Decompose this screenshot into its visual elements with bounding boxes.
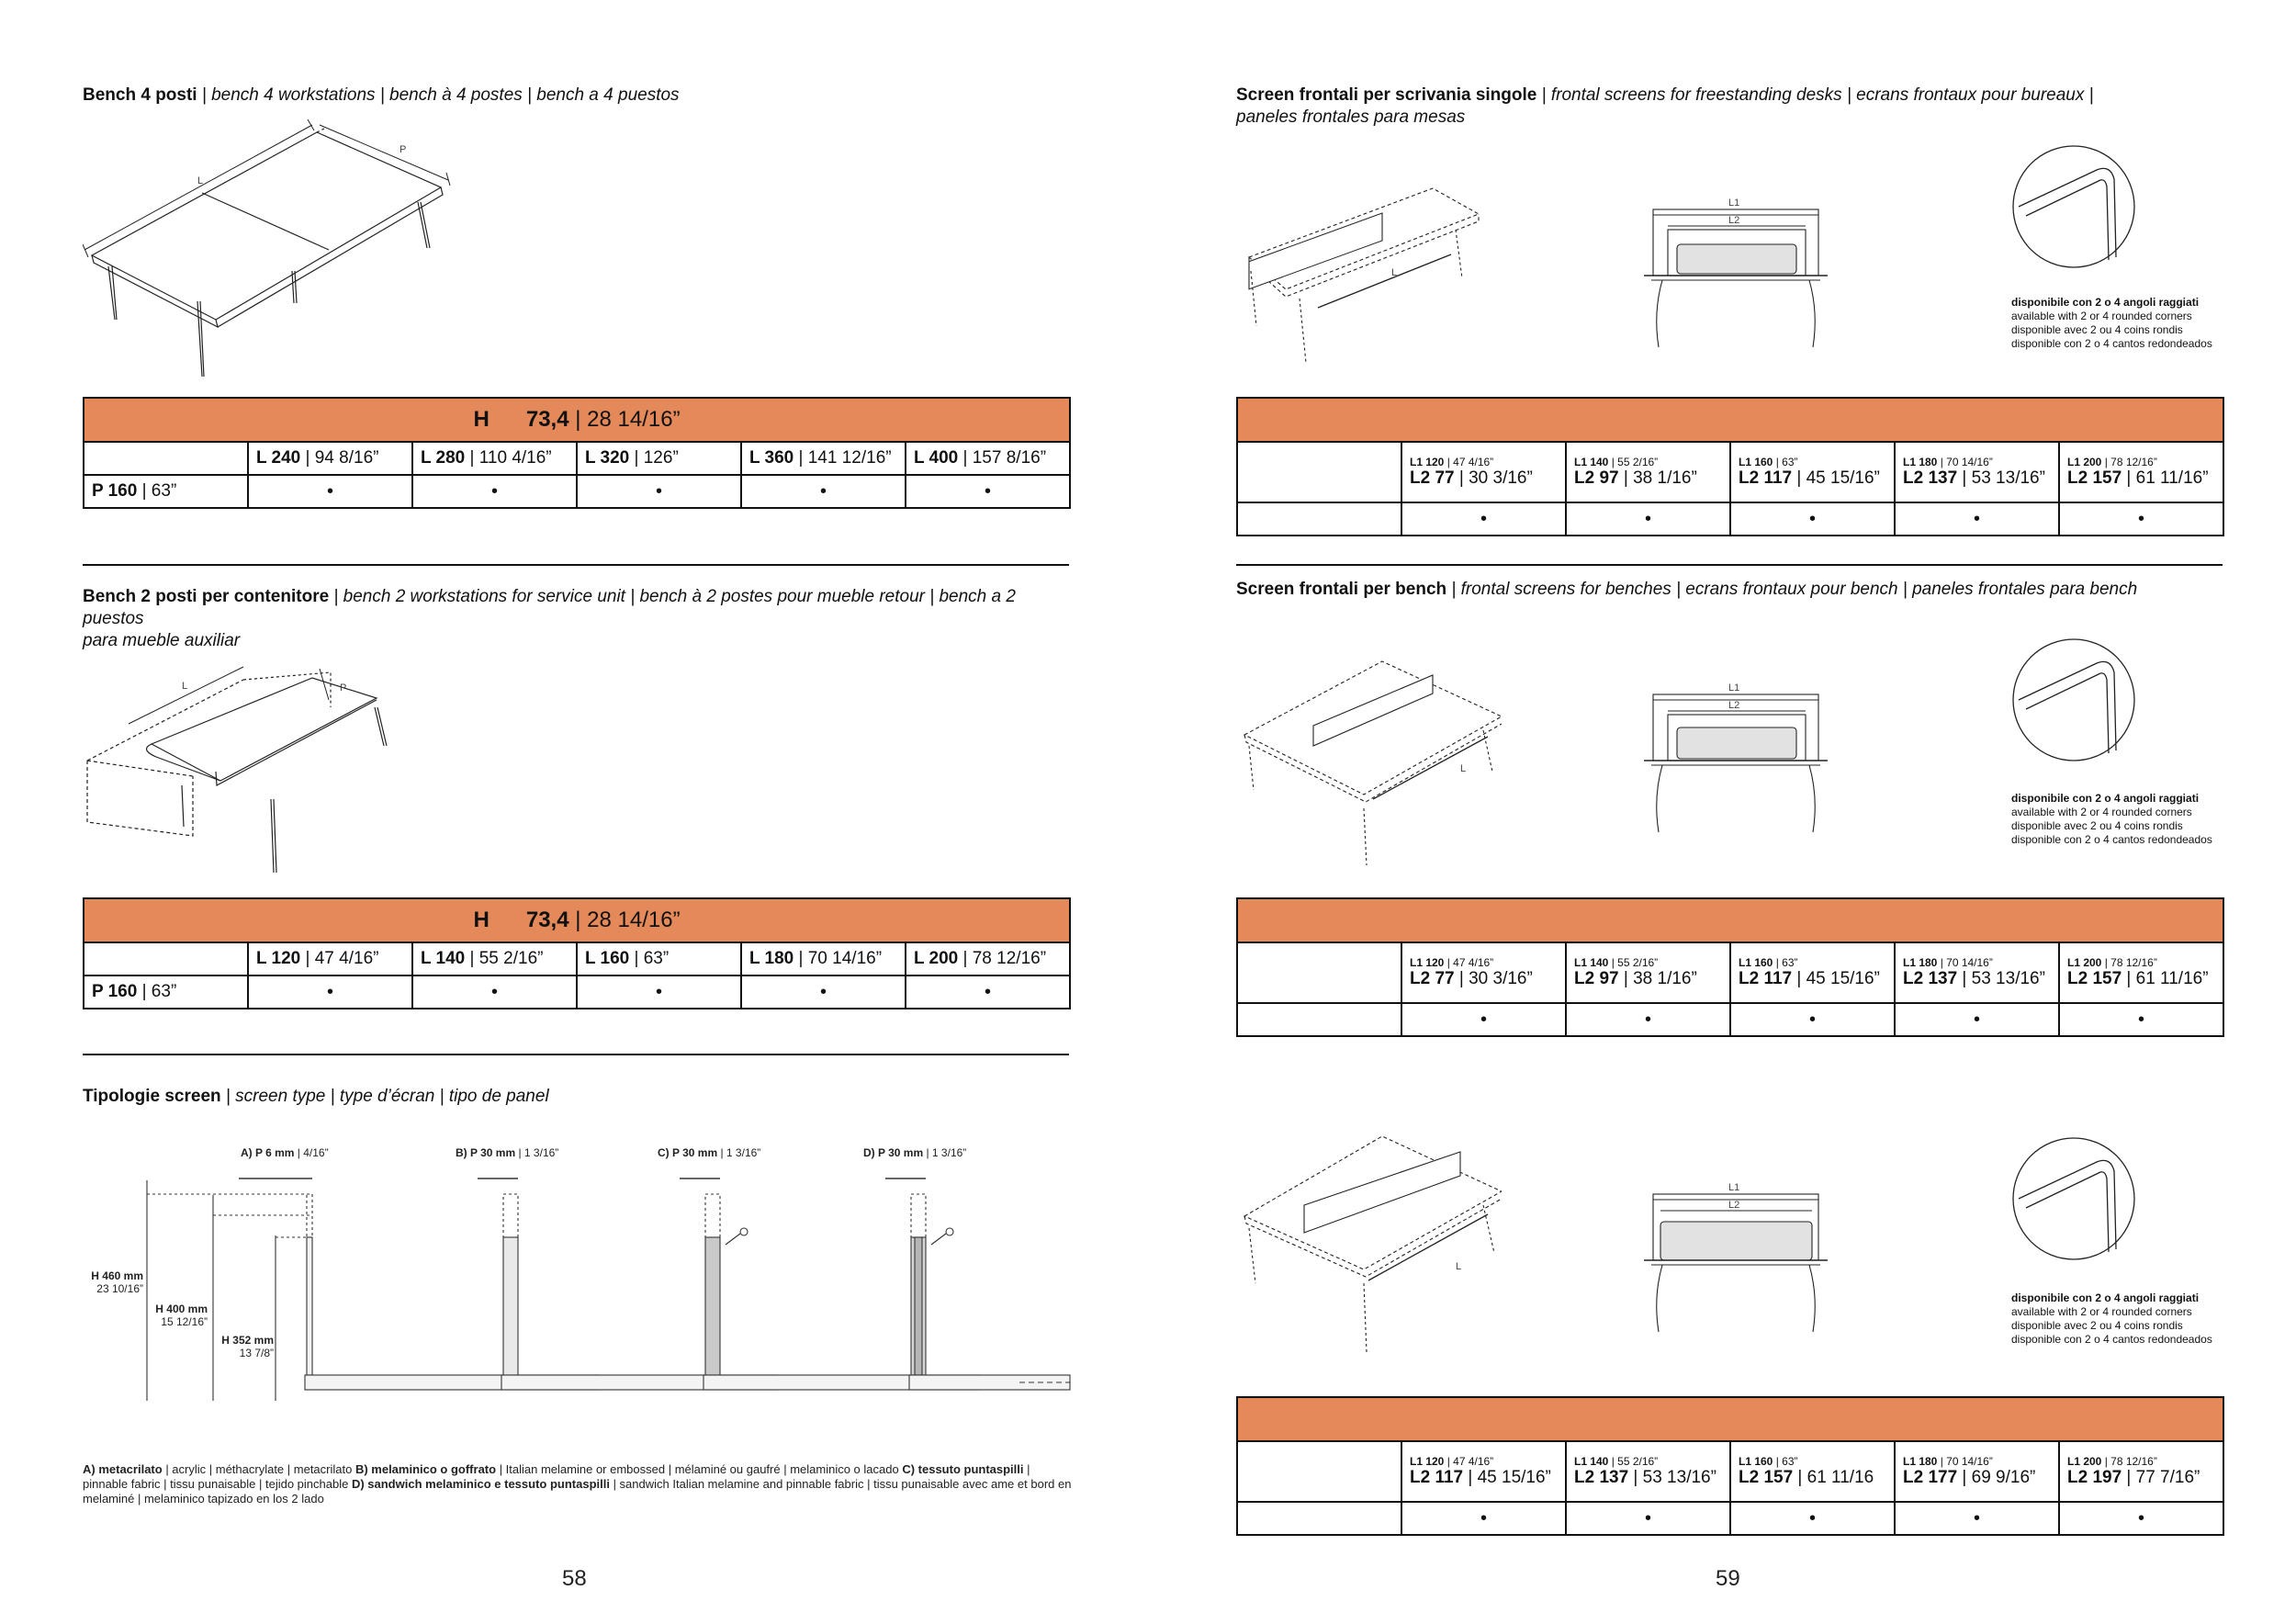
frontal-single-subtitle-line2: paneles frontales para mesas	[1236, 107, 1466, 127]
screen-type-d-label: D) P 30 mm | 1 3/16”	[863, 1146, 967, 1159]
bench4-drawing	[83, 119, 478, 381]
empty-cell	[1237, 442, 1401, 502]
screens-heading	[83, 1086, 549, 1108]
length-cell: L 140 | 55 2/16”	[412, 942, 577, 976]
screen-size-row	[1237, 1441, 2223, 1502]
availability-dot: •	[412, 475, 577, 508]
bench4-length-row	[84, 442, 1070, 475]
bench2-table	[83, 897, 1071, 1009]
availability-row	[1237, 502, 2223, 536]
length-cell: L 240 | 94 8/16”	[248, 442, 412, 475]
screen-size-cell: L1 200 | 78 12/16” L2 157 | 61 11/16”	[2059, 442, 2223, 502]
screens-subtitle: | screen type | type d’écran | tipo de panel	[220, 1087, 549, 1106]
length-cell: L 180 | 70 14/16”	[741, 942, 906, 976]
availability-row	[1237, 1003, 2223, 1036]
screen-size-cell: L1 140 | 55 2/16” L2 97 | 38 1/16”	[1566, 942, 1730, 1003]
length-cell: L 200 | 78 12/16”	[906, 942, 1070, 976]
screen-size-cell: L1 140 | 55 2/16” L2 97 | 38 1/16”	[1566, 442, 1730, 502]
screen-size-row	[1237, 442, 2223, 502]
section-divider	[83, 564, 1069, 566]
frontal-bench-drawing	[1235, 634, 1502, 868]
length-cell: L 120 | 47 4/16”	[248, 942, 412, 976]
screen-size-cell: L1 120 | 47 4/16” L2 117 | 45 15/16”	[1401, 1441, 1566, 1502]
bench2-subtitle: | bench 2 workstations for service unit | bench à 2 postes pour mueble retour | bench a 2 puestos	[83, 587, 1016, 628]
dim-l1: L1	[1728, 682, 1740, 694]
screen-size-cell: L1 180 | 70 14/16” L2 137 | 53 13/16”	[1895, 942, 2059, 1003]
frontal-bench-front-drawing	[1644, 678, 1828, 839]
height-400-label: H 400 mm 15 12/16”	[155, 1303, 208, 1328]
section-divider	[1236, 564, 2223, 566]
dim-l1: L1	[1728, 197, 1740, 209]
rounded-corner-detail	[2009, 1134, 2138, 1263]
screen-type-a-label: A) P 6 mm | 4/16”	[241, 1146, 329, 1159]
dim-l1: L1	[1728, 1182, 1740, 1193]
availability-dot: •	[906, 976, 1070, 1009]
availability-dot: •	[1895, 1502, 2059, 1535]
availability-dot: •	[1401, 1502, 1566, 1535]
frontal-bench-title: Screen frontali per bench	[1236, 580, 1447, 599]
rounded-corners-note: disponibile con 2 o 4 angoli raggiati available with 2 or 4 rounded corners disponible avec 2 ou 4 coins rondis disponible con 2 o 4 cantos redondeados	[2011, 792, 2212, 846]
availability-dot: •	[1566, 1003, 1730, 1036]
table-header-band	[1237, 1397, 2223, 1441]
empty-cell	[84, 942, 248, 976]
empty-cell	[1237, 1502, 1401, 1535]
availability-dot: •	[1730, 502, 1895, 536]
availability-row	[1237, 1502, 2223, 1535]
dim-l2: L2	[1728, 700, 1740, 711]
screen-size-cell: L1 160 | 63” L2 117 | 45 15/16”	[1730, 442, 1895, 502]
bench2-title: Bench 2 posti per contenitore	[83, 587, 330, 606]
bench2-height-header: H 73,4 | 28 14/16”	[84, 898, 1070, 942]
bench2-drawing	[83, 643, 395, 877]
bench4-subtitle: | bench 4 workstations | bench à 4 postes | bench a 4 puestos	[197, 85, 680, 105]
frontal-bench-wide-drawing	[1235, 1132, 1502, 1357]
availability-dot: •	[577, 976, 741, 1009]
rounded-corner-detail	[2009, 636, 2138, 764]
dim-l2: L2	[1728, 215, 1740, 226]
screen-size-cell: L1 120 | 47 4/16” L2 77 | 30 3/16”	[1401, 942, 1566, 1003]
frontal-single-heading	[1236, 85, 2228, 129]
screen-size-cell: L1 160 | 63” L2 157 | 61 11/16	[1730, 1441, 1895, 1502]
availability-dot: •	[248, 976, 412, 1009]
page-number-left: 58	[562, 1566, 587, 1591]
empty-cell	[1237, 942, 1401, 1003]
bench2-dim-p: P	[340, 682, 347, 694]
frontal-single-desk-drawing	[1231, 170, 1488, 367]
bench2-subtitle-line2: para mueble auxiliar	[83, 631, 241, 650]
bench4-table	[83, 397, 1071, 509]
length-cell: L 320 | 126”	[577, 442, 741, 475]
screen-size-cell: L1 180 | 70 14/16” L2 137 | 53 13/16”	[1895, 442, 2059, 502]
availability-dot: •	[741, 475, 906, 508]
bench4-dim-l: L	[197, 175, 204, 186]
dim-l2: L2	[1728, 1200, 1740, 1211]
bench2-length-row	[84, 942, 1070, 976]
screen-size-cell: L1 180 | 70 14/16” L2 177 | 69 9/16”	[1895, 1441, 2059, 1502]
screen-size-cell: L1 140 | 55 2/16” L2 137 | 53 13/16”	[1566, 1441, 1730, 1502]
bench4-title: Bench 4 posti	[83, 85, 197, 105]
screen-size-cell: L1 120 | 47 4/16” L2 77 | 30 3/16”	[1401, 442, 1566, 502]
availability-dot: •	[1401, 1003, 1566, 1036]
availability-dot: •	[741, 976, 906, 1009]
screen-type-c-label: C) P 30 mm | 1 3/16”	[658, 1146, 761, 1159]
bench4-depth-row	[84, 475, 1070, 508]
height-352-label: H 352 mm 13 7/8”	[221, 1334, 274, 1359]
availability-dot: •	[2059, 502, 2223, 536]
depth-cell: P 160 | 63”	[84, 976, 248, 1009]
bench4-height-header: H 73,4 | 28 14/16”	[84, 398, 1070, 442]
availability-dot: •	[2059, 1003, 2223, 1036]
availability-dot: •	[1566, 1502, 1730, 1535]
rounded-corners-note: disponibile con 2 o 4 angoli raggiati available with 2 or 4 rounded corners disponible avec 2 ou 4 coins rondis disponible con 2 o 4 cantos redondeados	[2011, 1291, 2212, 1346]
availability-dot: •	[1895, 1003, 2059, 1036]
rounded-corner-detail	[2009, 142, 2138, 271]
frontal-bench-wide-table	[1236, 1396, 2224, 1536]
bench4-heading	[83, 85, 680, 107]
bench2-dim-l: L	[182, 681, 188, 692]
frontal-single-front-drawing	[1644, 193, 1828, 354]
availability-dot: •	[906, 475, 1070, 508]
availability-dot: •	[577, 475, 741, 508]
bench4-dim-p: P	[400, 144, 407, 155]
frontal-single-table	[1236, 397, 2224, 536]
screen-size-cell: L1 160 | 63” L2 117 | 45 15/16”	[1730, 942, 1895, 1003]
rounded-corners-note: disponibile con 2 o 4 angoli raggiati available with 2 or 4 rounded corners disponible avec 2 ou 4 coins rondis disponible con 2 o 4 cantos redondeados	[2011, 296, 2212, 350]
availability-dot: •	[1730, 1502, 1895, 1535]
frontal-single-dim-l: L	[1391, 267, 1398, 278]
frontal-single-title: Screen frontali per scrivania singole	[1236, 85, 1537, 105]
frontal-single-subtitle: | frontal screens for freestanding desks | ecrans frontaux pour bureaux |	[1536, 85, 2094, 105]
frontal-bench-dim-l: L	[1460, 763, 1467, 774]
empty-cell	[1237, 1003, 1401, 1036]
availability-dot: •	[412, 976, 577, 1009]
screen-types-drawing	[138, 1153, 1075, 1424]
section-divider	[83, 1054, 1069, 1055]
depth-cell: P 160 | 63”	[84, 475, 248, 508]
length-cell: L 160 | 63”	[577, 942, 741, 976]
availability-dot: •	[1895, 502, 2059, 536]
screen-materials-caption: A) metacrilato | acrylic | méthacrylate | metacrilato B) melaminico o goffrato | Italian melamine or embossed | mélaminé ou gaufré | melaminico o lacado C) tessuto puntaspilli | pinnable fabric | tissu punaisable | tejido pinchable D) sandwich melaminico e tessuto puntaspilli | sandwich Italian melamine and pinnable fabric | tissu punaisable avec ame et bord en melaminé | melaminico tapizado en los 2 lado	[83, 1462, 1072, 1506]
page-number-right: 59	[1716, 1566, 1740, 1591]
height-460-label: H 460 mm 23 10/16”	[91, 1269, 143, 1295]
screen-size-cell: L1 200 | 78 12/16” L2 157 | 61 11/16”	[2059, 942, 2223, 1003]
length-cell: L 400 | 157 8/16”	[906, 442, 1070, 475]
length-cell: L 360 | 141 12/16”	[741, 442, 906, 475]
availability-dot: •	[1401, 502, 1566, 536]
availability-dot: •	[2059, 1502, 2223, 1535]
length-cell: L 280 | 110 4/16”	[412, 442, 577, 475]
table-header-band	[1237, 898, 2223, 942]
empty-cell	[1237, 1441, 1401, 1502]
screen-type-b-label: B) P 30 mm | 1 3/16”	[456, 1146, 559, 1159]
frontal-bench-heading	[1236, 579, 2228, 601]
screens-title: Tipologie screen	[83, 1087, 221, 1106]
frontal-bench-table	[1236, 897, 2224, 1037]
availability-dot: •	[248, 475, 412, 508]
empty-cell	[1237, 502, 1401, 536]
bench2-depth-row	[84, 976, 1070, 1009]
frontal-bench-subtitle: | frontal screens for benches | ecrans frontaux pour bench | paneles frontales para bench	[1446, 580, 2138, 599]
availability-dot: •	[1730, 1003, 1895, 1036]
availability-dot: •	[1566, 502, 1730, 536]
empty-cell	[84, 442, 248, 475]
frontal-bench-wide-dim-l: L	[1456, 1261, 1462, 1272]
frontal-bench-wide-front-drawing	[1644, 1178, 1828, 1338]
table-header-band	[1237, 398, 2223, 442]
screen-size-row	[1237, 942, 2223, 1003]
screen-size-cell: L1 200 | 78 12/16” L2 197 | 77 7/16”	[2059, 1441, 2223, 1502]
